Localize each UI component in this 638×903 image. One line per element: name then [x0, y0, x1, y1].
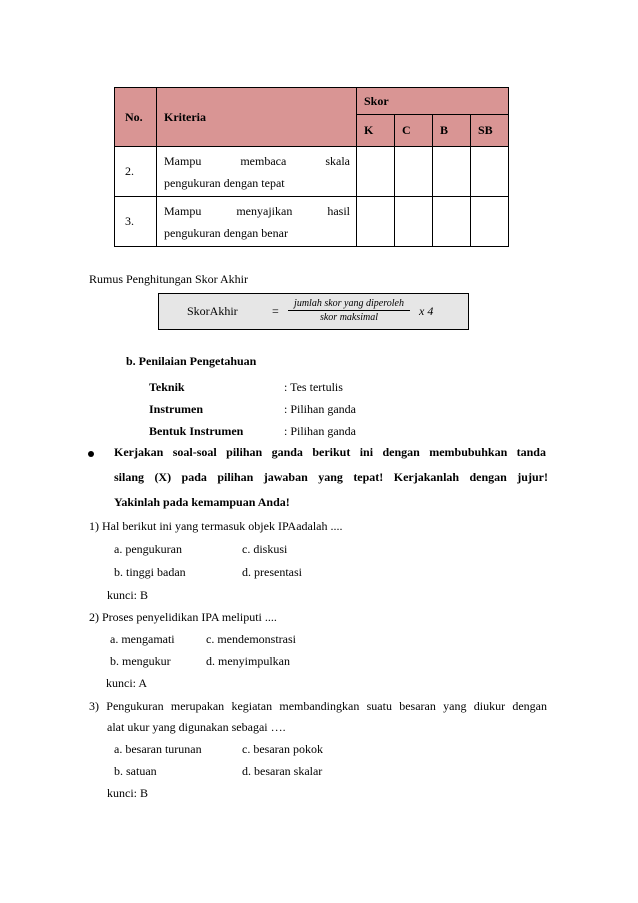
word: yang [443, 699, 467, 713]
word: membubuhkan [429, 445, 508, 459]
row-kriteria [157, 197, 357, 247]
formula-intro: Rumus Penghitungan Skor Akhir [89, 272, 249, 286]
row-no: 3. [115, 197, 157, 247]
word: jawaban [263, 470, 308, 484]
option: b. tinggi badan [114, 565, 186, 579]
word: besaran [399, 699, 436, 713]
word: Pengukuran [106, 699, 164, 713]
table-row [115, 147, 509, 197]
word: dengan [469, 470, 507, 484]
option: a. besaran turunan [114, 742, 202, 756]
score-cell [433, 147, 471, 197]
bentuk-value: : Pilihan ganda [284, 424, 356, 438]
question-2: 2) Proses penyelidikan IPA meliputi .... [89, 610, 277, 624]
answer-key: kunci: B [107, 786, 148, 800]
word: (X) [154, 470, 172, 484]
word: dengan [512, 699, 547, 713]
kriteria-word: menyajikan [236, 203, 293, 218]
word: tepat! [353, 470, 384, 484]
word: berikut [312, 445, 351, 459]
word: pilihan [217, 470, 254, 484]
instrumen-value: : Pilihan ganda [284, 402, 356, 416]
instrumen-label: Instrumen [149, 402, 204, 416]
score-table [114, 87, 509, 247]
option: c. diskusi [242, 542, 288, 556]
formula-numerator: jumlah skor yang diperoleh [294, 298, 404, 309]
fraction-bar [288, 310, 410, 311]
table-row [115, 197, 509, 247]
teknik-label: Teknik [149, 380, 185, 394]
word: ini [359, 445, 374, 459]
answer-key: kunci: A [106, 676, 147, 690]
word: suatu [366, 699, 392, 713]
score-cell [357, 197, 395, 247]
question-3-line-2: alat ukur yang digunakan sebagai …. [107, 720, 286, 734]
score-cell [395, 147, 433, 197]
header-skor-k: K [357, 115, 395, 147]
score-cell [395, 197, 433, 247]
formula-fraction [284, 298, 414, 323]
option: c. mendemonstrasi [206, 632, 296, 646]
teknik-value: : Tes tertulis [284, 380, 343, 394]
kriteria-line2: pengukuran dengan tepat [164, 175, 285, 190]
header-no: No. [115, 88, 157, 147]
word: 3) [89, 699, 99, 713]
bullet-icon [88, 451, 94, 457]
formula-equals: = [272, 304, 279, 318]
kriteria-word: Mampu [164, 203, 202, 218]
header-skor-b: B [433, 115, 471, 147]
kriteria-word: hasil [327, 203, 350, 218]
word: pada [181, 470, 207, 484]
section-heading: b. Penilaian Pengetahuan [126, 354, 257, 368]
row-no: 2. [115, 147, 157, 197]
option: d. presentasi [242, 565, 302, 579]
kriteria-line2: pengukuran dengan benar [164, 225, 288, 240]
option: b. mengukur [110, 654, 171, 668]
formula-box [158, 293, 469, 330]
score-cell [471, 147, 509, 197]
option: a. pengukuran [114, 542, 182, 556]
option: b. satuan [114, 764, 157, 778]
question-3-line-1 [89, 699, 547, 714]
kriteria-word: membaca [240, 153, 287, 168]
word: pilihan [226, 445, 263, 459]
formula-multiplier: x 4 [419, 304, 434, 318]
word: dengan [382, 445, 420, 459]
option: a. mengamati [110, 632, 175, 646]
kriteria-word: skala [325, 153, 350, 168]
score-cell [433, 197, 471, 247]
question-1: 1) Hal berikut ini yang termasuk objek IPAadalah .... [89, 519, 343, 533]
option: d. besaran skalar [242, 764, 323, 778]
word: merupakan [170, 699, 225, 713]
score-cell [471, 197, 509, 247]
word: Kerjakanlah [393, 470, 460, 484]
row-kriteria [157, 147, 357, 197]
word: kegiatan [231, 699, 273, 713]
instruction-line-1 [114, 445, 546, 460]
option: d. menyimpulkan [206, 654, 290, 668]
kriteria-word: Mampu [164, 153, 202, 168]
word: silang [114, 470, 145, 484]
word: diukur [473, 699, 506, 713]
word: Kerjakan [114, 445, 164, 459]
header-kriteria: Kriteria [157, 88, 357, 147]
word: jujur! [517, 470, 548, 484]
word: tanda [516, 445, 546, 459]
word: yang [318, 470, 343, 484]
header-skor: Skor [357, 88, 509, 115]
instruction-line-3: Yakinlah pada kemampuan Anda! [114, 495, 290, 509]
answer-key: kunci: B [107, 588, 148, 602]
formula-label: SkorAkhir [187, 304, 238, 318]
option: c. besaran pokok [242, 742, 323, 756]
word: soal-soal [172, 445, 217, 459]
formula-denominator: skor maksimal [319, 312, 379, 323]
word: membandingkan [279, 699, 360, 713]
score-cell [357, 147, 395, 197]
header-skor-c: C [395, 115, 433, 147]
header-skor-sb: SB [471, 115, 509, 147]
instruction-line-2 [114, 470, 548, 485]
word: ganda [271, 445, 303, 459]
bentuk-label: Bentuk Instrumen [149, 424, 244, 438]
